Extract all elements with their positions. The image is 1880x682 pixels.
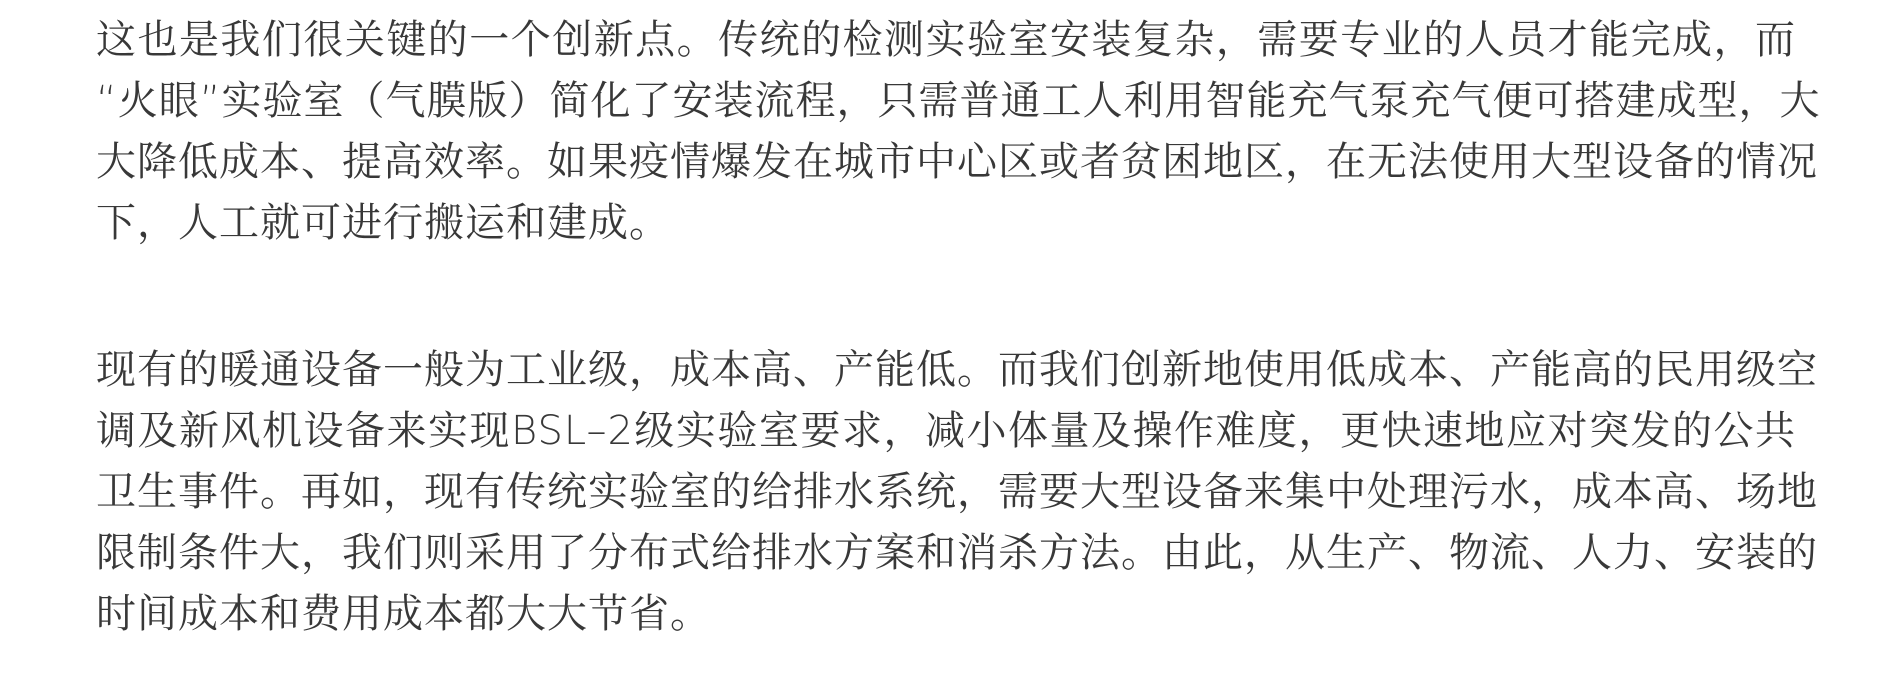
text-line: 卫生事件。再如，现有传统实验室的给排水系统，需要大型设备来集中处理污水，成本高、场地 — [96, 469, 1818, 515]
text-line: “火眼”实验室（气膜版）简化了安装流程，只需普通工人利用智能充气泵充气便可搭建成型，大 — [96, 78, 1821, 124]
text-line: 时间成本和费用成本都大大节省。 — [96, 591, 711, 637]
paragraph-innovation-installation — [96, 10, 1821, 254]
paragraph-hvac-equipment — [96, 340, 1818, 645]
text-line: 现有的暖通设备一般为工业级，成本高、产能低。而我们创新地使用低成本、产能高的民用级空 — [96, 347, 1818, 393]
text-line: 调及新风机设备来实现BSL–2级实验室要求，减小体量及操作难度，更快速地应对突发的公共 — [96, 408, 1796, 454]
text-line: 下，人工就可进行搬运和建成。 — [96, 200, 670, 246]
text-line: 这也是我们很关键的一个创新点。传统的检测实验室安装复杂，需要专业的人员才能完成，而 — [96, 17, 1796, 63]
text-line: 限制条件大，我们则采用了分布式给排水方案和消杀方法。由此，从生产、物流、人力、安装的 — [96, 530, 1818, 576]
text-line: 大降低成本、提高效率。如果疫情爆发在城市中心区或者贫困地区，在无法使用大型设备的情况 — [96, 139, 1818, 185]
